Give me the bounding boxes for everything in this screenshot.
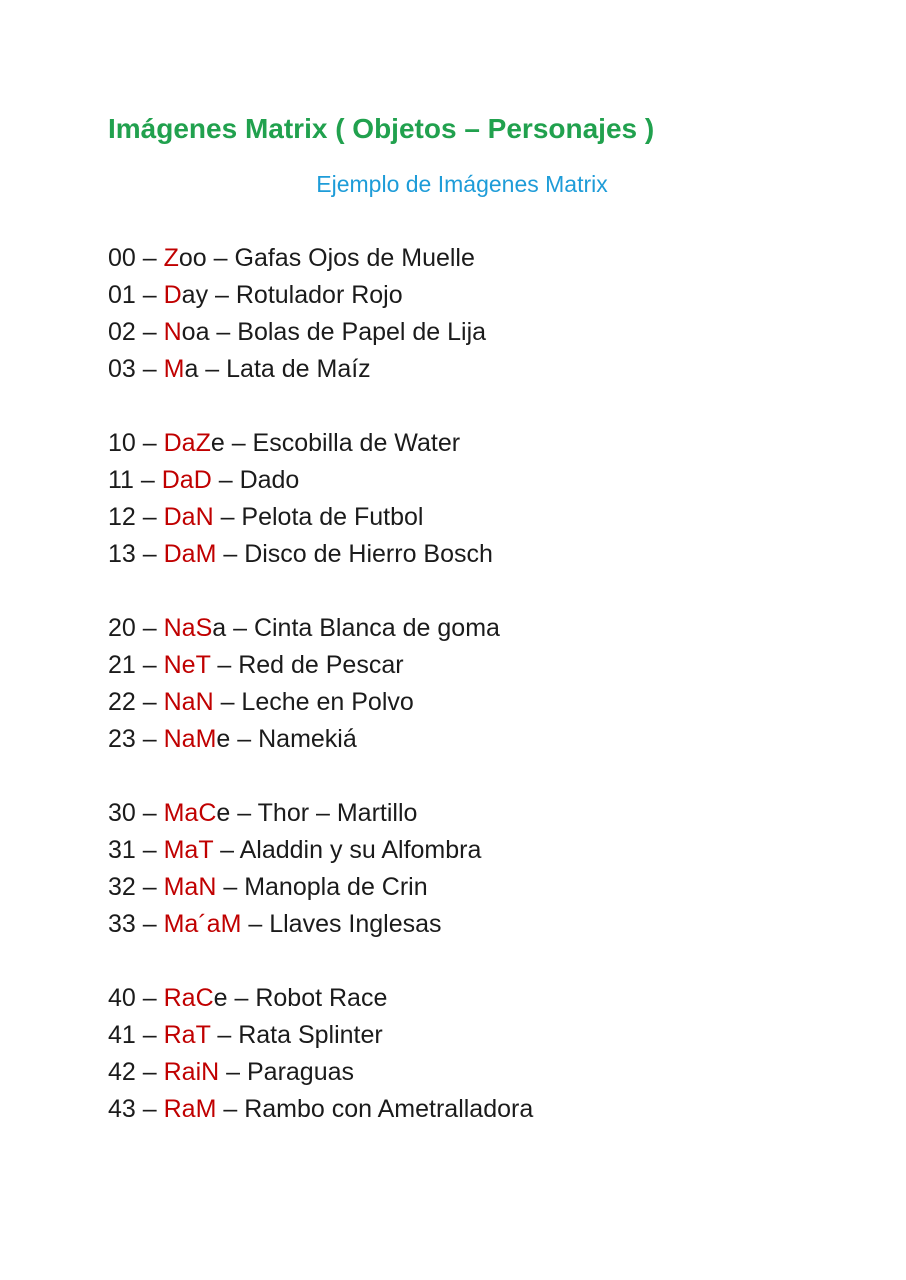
separator-dash: – [135, 355, 164, 383]
list-item [108, 832, 816, 869]
item-keyword [164, 984, 228, 1012]
keyword-segment: DaN [163, 503, 214, 531]
separator-dash: – [135, 910, 164, 938]
item-description: Cinta Blanca de goma [253, 614, 500, 642]
list-item [108, 240, 816, 277]
separator-dash: – [135, 836, 164, 864]
item-keyword [164, 799, 231, 827]
item-keyword [164, 651, 211, 679]
list-item [108, 906, 816, 943]
item-number: 33 [108, 910, 136, 938]
keyword-segment: oo [178, 244, 207, 272]
keyword-segment: DaD [161, 466, 212, 494]
page-title: Imágenes Matrix ( Objetos – Personajes ) [108, 113, 655, 144]
keyword-segment: M [163, 355, 185, 383]
list-item [108, 795, 816, 832]
separator-dash: – [135, 429, 164, 457]
list-item [108, 499, 816, 536]
item-number: 21 [108, 651, 136, 679]
item-description: Red de Pescar [238, 651, 404, 679]
separator-dash: – [135, 725, 164, 753]
keyword-segment: NaS [163, 614, 213, 642]
separator-dash: – [210, 651, 239, 679]
separator-dash: – [135, 244, 164, 272]
item-keyword [164, 614, 227, 642]
item-keyword [164, 910, 242, 938]
separator-dash: – [216, 540, 245, 568]
item-keyword [164, 873, 217, 901]
list-item [108, 277, 816, 314]
item-description: Aladdin y su Alfombra [239, 836, 482, 864]
item-keyword [164, 429, 225, 457]
item-description: Leche en Polvo [241, 688, 414, 716]
keyword-segment: MaN [163, 873, 217, 901]
item-description: Llaves Inglesas [269, 910, 442, 938]
matrix-group [108, 425, 816, 573]
separator-dash: – [213, 503, 242, 531]
item-number: 22 [108, 688, 136, 716]
keyword-segment: e [216, 799, 231, 827]
separator-dash: – [135, 503, 164, 531]
item-keyword [162, 466, 212, 494]
item-description: Rotulador Rojo [235, 281, 403, 309]
separator-dash: – [226, 614, 254, 642]
item-number: 43 [108, 1095, 136, 1123]
separator-dash: – [216, 1095, 245, 1123]
keyword-segment: e [216, 725, 231, 753]
item-number: 13 [108, 540, 136, 568]
item-number: 31 [108, 836, 136, 864]
item-description: Robot Race [255, 984, 388, 1012]
matrix-group [108, 240, 816, 388]
keyword-segment: MaT [163, 836, 214, 864]
separator-dash: – [135, 799, 164, 827]
separator-dash: – [135, 984, 164, 1012]
item-keyword [164, 1095, 217, 1123]
item-description: Rata Splinter [238, 1021, 383, 1049]
list-item [108, 610, 816, 647]
list-item [108, 721, 816, 758]
separator-dash: – [135, 651, 164, 679]
separator-dash: – [230, 799, 258, 827]
page-subtitle: Ejemplo de Imágenes Matrix [316, 171, 608, 197]
separator-dash: – [135, 873, 164, 901]
item-keyword [164, 318, 210, 346]
item-number: 00 [108, 244, 136, 272]
item-number: 41 [108, 1021, 136, 1049]
item-keyword [164, 244, 207, 272]
item-number: 32 [108, 873, 136, 901]
item-number: 23 [108, 725, 136, 753]
item-description: Bolas de Papel de Lija [237, 318, 487, 346]
item-keyword [164, 1058, 220, 1086]
item-keyword [164, 281, 208, 309]
list-item [108, 462, 816, 499]
separator-dash: – [227, 984, 256, 1012]
keyword-segment: Ma´aM [163, 910, 242, 938]
matrix-list [108, 240, 816, 1128]
separator-dash: – [209, 318, 238, 346]
keyword-segment: DaZ [163, 429, 211, 457]
item-keyword [164, 503, 214, 531]
item-keyword [164, 1021, 211, 1049]
item-description: Namekiá [258, 725, 357, 753]
item-keyword [164, 540, 217, 568]
keyword-segment: D [163, 281, 182, 309]
keyword-segment: DaM [163, 540, 217, 568]
item-description: Dado [239, 466, 300, 494]
item-number: 20 [108, 614, 136, 642]
list-item [108, 980, 816, 1017]
item-keyword [164, 836, 214, 864]
keyword-segment: Z [163, 244, 179, 272]
item-number: 30 [108, 799, 136, 827]
list-item [108, 869, 816, 906]
separator-dash: – [219, 1058, 247, 1086]
list-item [108, 1017, 816, 1054]
separator-dash: – [211, 466, 240, 494]
list-item [108, 1091, 816, 1128]
item-description: Lata de Maíz [226, 355, 371, 383]
matrix-group [108, 980, 816, 1128]
separator-dash: – [135, 688, 164, 716]
keyword-segment: RaC [163, 984, 214, 1012]
separator-dash: – [206, 244, 235, 272]
keyword-segment: RaiN [163, 1058, 220, 1086]
list-item [108, 536, 816, 573]
separator-dash: – [135, 1095, 164, 1123]
item-description: Manopla de Crin [244, 873, 428, 901]
keyword-segment: RaM [163, 1095, 217, 1123]
keyword-segment: RaT [163, 1021, 211, 1049]
keyword-segment: N [163, 318, 182, 346]
separator-dash: – [135, 318, 164, 346]
list-item [108, 647, 816, 684]
item-number: 10 [108, 429, 136, 457]
keyword-segment: NaN [163, 688, 214, 716]
item-description: Thor – Martillo [257, 799, 418, 827]
item-description: Paraguas [246, 1058, 355, 1086]
separator-dash: – [135, 540, 164, 568]
separator-dash: – [135, 281, 164, 309]
item-description: Gafas Ojos de Muelle [234, 244, 475, 272]
list-item [108, 1054, 816, 1091]
separator-dash: – [135, 614, 164, 642]
list-item [108, 684, 816, 721]
separator-dash: – [210, 1021, 239, 1049]
list-item [108, 314, 816, 351]
matrix-group [108, 795, 816, 943]
list-item [108, 425, 816, 462]
keyword-segment: ay [181, 281, 209, 309]
keyword-segment: e [210, 429, 225, 457]
separator-dash: – [135, 1021, 164, 1049]
item-description: Disco de Hierro Bosch [244, 540, 493, 568]
keyword-segment: NeT [163, 651, 211, 679]
separator-dash: – [213, 688, 242, 716]
item-description: Escobilla de Water [252, 429, 461, 457]
item-keyword [164, 725, 231, 753]
separator-dash: – [216, 873, 245, 901]
keyword-segment: NaM [163, 725, 217, 753]
item-number: 12 [108, 503, 136, 531]
matrix-group [108, 610, 816, 758]
item-keyword [164, 355, 199, 383]
item-number: 02 [108, 318, 136, 346]
item-number: 42 [108, 1058, 136, 1086]
keyword-segment: MaC [163, 799, 217, 827]
keyword-segment: a [212, 614, 227, 642]
separator-dash: – [208, 281, 236, 309]
separator-dash: – [224, 429, 253, 457]
list-item [108, 351, 816, 388]
keyword-segment: a [184, 355, 199, 383]
keyword-segment: oa [181, 318, 210, 346]
item-description: Rambo con Ametralladora [244, 1095, 534, 1123]
separator-dash: – [198, 355, 227, 383]
item-number: 40 [108, 984, 136, 1012]
separator-dash: – [133, 466, 162, 494]
item-number: 11 [108, 466, 134, 494]
separator-dash: – [241, 910, 270, 938]
item-description: Pelota de Futbol [241, 503, 424, 531]
separator-dash: – [230, 725, 259, 753]
keyword-segment: e [213, 984, 228, 1012]
item-number: 03 [108, 355, 136, 383]
separator-dash: – [213, 836, 240, 864]
separator-dash: – [135, 1058, 164, 1086]
item-number: 01 [108, 281, 136, 309]
item-keyword [164, 688, 214, 716]
